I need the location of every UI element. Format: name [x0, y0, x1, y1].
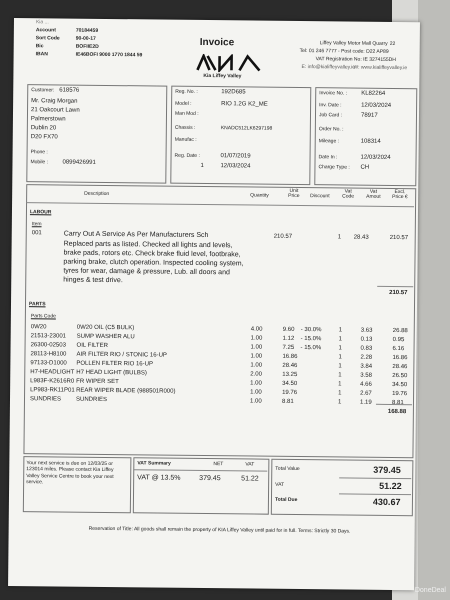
col-vat-amount: Vat Amout — [366, 188, 381, 200]
part-excl-price: 6.16 — [392, 345, 405, 353]
kia-logo — [195, 54, 269, 78]
customer-address-4: D20 FX70 — [30, 134, 58, 141]
invoice-datein: 12/03/2024 — [360, 154, 391, 161]
labour-subtotal: 210.57 — [389, 289, 408, 297]
customer-label: Customer: — [31, 87, 55, 94]
customer-mobile-label: Mobile : — [30, 159, 49, 166]
vehicle-manmod-label: Man Mod : — [174, 110, 199, 117]
customer-address-3: Dublin 20 — [30, 125, 57, 132]
part-description: SUNDRIES — [75, 396, 108, 403]
part-quantity: 1.00 — [250, 389, 262, 396]
vat-summary-title: VAT Summary — [137, 460, 171, 467]
customer-address-2: Palmerstown — [30, 116, 66, 123]
col-unit-price: Unit Price — [288, 187, 300, 199]
part-description: SUMP WASHER ALU — [76, 333, 135, 341]
company-vat-reg: VAT Registration No: IE 3274155DH — [315, 56, 396, 64]
bank-iban-value: IE46BOFI 9000 1770 1844 59 — [75, 51, 143, 59]
company-email: E: info@kialiffeyvalley.ie — [301, 64, 356, 71]
part-quantity: 1.00 — [250, 353, 263, 360]
part-excl-price: 16.86 — [392, 354, 408, 362]
invoice-job-label: Job Card : — [318, 112, 343, 119]
customer-mobile: 0899426991 — [62, 159, 96, 166]
total-due: 430.67 — [372, 496, 401, 508]
items-table — [23, 184, 416, 458]
company-tel: Tel: 01 246 7777 - Post code: D22 AP89 — [299, 47, 389, 55]
background-paper-stack-edge — [418, 0, 450, 600]
part-discount: - 15.0% — [300, 336, 322, 343]
part-quantity: 4.00 — [250, 326, 263, 333]
parts-heading: PARTS — [28, 301, 46, 308]
part-vat: 0.83 — [360, 345, 373, 352]
part-excl-price: 26.50 — [392, 372, 408, 380]
col-discount: Discount — [310, 193, 330, 200]
part-description: 0W20 OIL (C5 BULK) — [76, 324, 135, 332]
bank-account-value: 70184459 — [75, 27, 99, 34]
col-quantity: Quantity — [250, 192, 269, 199]
labour-note-1: Replaced parts as listed. Checked all lights and levels, — [63, 240, 233, 250]
vat-summary-row-label: VAT @ 13.5% — [137, 474, 181, 482]
part-vat-code: 1 — [338, 372, 342, 379]
invoice-date: 12/03/2024 — [361, 102, 392, 109]
kia-logo-subtitle: Kia Liffey Valley — [203, 72, 242, 80]
part-quantity: 1.00 — [250, 362, 263, 369]
parts-subtotal: 168.88 — [387, 408, 407, 416]
part-discount: - 15.0% — [300, 345, 322, 352]
footer-terms: Reservation of Title: All goods shall remain the property of KIA Liffey Valley until paid for in full. Terms: Strictly 30 Days. — [88, 525, 351, 535]
part-vat-code: 1 — [338, 354, 342, 361]
vat-summary-net: 379.45 — [199, 474, 221, 483]
invoice-title: Invoice — [199, 36, 235, 49]
part-vat: 2.67 — [360, 390, 372, 397]
part-code: LP983-RK11P01 — [30, 387, 75, 394]
part-description: H7 HEAD LIGHT (BULBS) — [76, 369, 147, 377]
part-vat-code: 1 — [338, 363, 342, 370]
watermark: DoneDeal — [414, 587, 446, 594]
part-description: FR WIPER SET — [76, 378, 119, 386]
part-unit-price: 34.50 — [282, 380, 298, 387]
bank-bic-label: Bic — [35, 43, 44, 50]
bank-account-label: Account — [35, 27, 56, 34]
kia-logo-icon — [195, 54, 269, 73]
labour-note-3: parking brake, clutch operation. Inspected cooling system, — [63, 258, 244, 268]
vat-summary-vat: 51.22 — [241, 475, 259, 483]
part-description: REAR WIPER BLADE (988501R000) — [76, 387, 176, 395]
labour-vat: 28.43 — [353, 234, 369, 241]
vehicle-chassis: KNADC512LK6297198 — [220, 125, 273, 132]
invoice-page — [8, 18, 420, 590]
part-vat-code: 1 — [338, 381, 342, 388]
vat-summary-vat-label: VAT — [245, 461, 255, 468]
bank-bic-value: BOFIIE2D — [75, 43, 99, 50]
labour-note-5: hinges & test drive. — [63, 276, 123, 285]
part-code: 28113-H8100 — [30, 351, 67, 358]
part-quantity: 1.00 — [250, 335, 263, 342]
part-unit-price: 16.86 — [282, 353, 298, 360]
total-vat: 51.22 — [379, 480, 402, 492]
invoice-no-label: Invoice No. : — [319, 90, 348, 97]
vehicle-reg-label: Reg. No. : — [175, 88, 198, 95]
total-value-label: Total Value — [275, 465, 300, 473]
vehicle-manufac-label: Manufac : — [174, 136, 197, 143]
part-unit-price: 8.81 — [281, 398, 294, 405]
labour-item: 001 — [31, 230, 42, 237]
vehicle-model: RIO 1.2G K2_ME — [221, 101, 268, 108]
part-code: 26300-02503 — [30, 342, 66, 349]
invoice-order-label: Order No. : — [318, 126, 344, 133]
part-excl-price: 28.46 — [392, 363, 408, 371]
vehicle-chassis-label: Chassis : — [174, 124, 196, 131]
invoice-mileage-label: Mileage : — [318, 138, 340, 145]
col-description: Description — [84, 190, 110, 198]
part-description: POLLEN FILTER RIO 16-UP — [76, 360, 153, 368]
part-vat-code: 1 — [338, 336, 343, 343]
part-vat: 1.19 — [359, 399, 372, 406]
labour-heading: LABOUR — [29, 209, 52, 216]
part-excl-price: 19.76 — [392, 390, 408, 398]
customer-phone-label: Phone : — [30, 149, 48, 156]
vehicle-col2: 12/03/2024 — [220, 163, 251, 170]
company-web: W: www.kialiffeyvalley.ie — [353, 64, 408, 72]
vehicle-col1: 1 — [200, 162, 204, 169]
part-vat-code: 1 — [338, 390, 342, 397]
part-vat: 4.66 — [360, 381, 372, 388]
labour-note-2: brake pads, rotors etc. Check brake fluid level, footbrake, — [63, 249, 241, 259]
part-unit-price: 13.25 — [282, 371, 298, 378]
bank-sort-value: 90-00-17 — [75, 35, 96, 42]
service-notice: Your next service is due on 12/03/25 or 123014 miles. Please contact Kia Liffey Valley Service Centre to book your next service. — [26, 460, 114, 486]
labour-vat-code: 1 — [337, 234, 342, 241]
part-code: SUNDRIES — [29, 396, 62, 403]
part-unit-price: 28.46 — [282, 362, 298, 369]
part-excl-price: 26.88 — [392, 327, 408, 335]
part-vat: 3.58 — [360, 372, 372, 379]
parts-code-label: Parts Code — [30, 313, 56, 320]
col-vat-code: Vat Code — [342, 188, 355, 200]
part-vat-code: 1 — [337, 399, 342, 406]
part-vat: 3.84 — [360, 363, 373, 370]
part-quantity: 2.00 — [250, 371, 262, 378]
vehicle-regdate-label: Reg. Date : — [174, 152, 200, 159]
part-quantity: 1.00 — [250, 344, 263, 351]
bank-header: Kia ... — [35, 19, 49, 26]
total-vat-label: VAT — [275, 481, 285, 488]
labour-price: 210.57 — [273, 233, 293, 240]
vat-summary-net-label: NET — [213, 461, 224, 468]
part-quantity: 1.00 — [249, 398, 262, 405]
customer-name: Mr. Craig Morgan — [31, 98, 78, 105]
part-vat: 0.13 — [360, 336, 373, 343]
labour-excl: 210.57 — [389, 234, 409, 242]
part-code: 21513-23001 — [30, 333, 67, 340]
vehicle-regdate: 01/07/2019 — [220, 153, 251, 160]
total-due-label: Total Due — [274, 496, 298, 503]
company-name: Liffey Valley Motor Mall Quarry — [319, 40, 388, 47]
vehicle-model-label: Model : — [175, 100, 192, 107]
invoice-charge-label: Charge Type : — [318, 164, 350, 171]
invoice-mileage: 108314 — [360, 138, 381, 145]
invoice-date-label: Inv. Date : — [319, 102, 342, 109]
invoice-job: 78917 — [360, 112, 378, 119]
labour-description: Carry Out A Service As Per Manufacturers Sch — [63, 230, 209, 240]
labour-note-4: tyres for wear, damage & pressure, Lub. all doors and — [63, 267, 230, 277]
part-code: 97133-D1000 — [30, 360, 67, 367]
invoice-charge: CH — [360, 164, 370, 171]
bank-sort-label: Sort Code — [35, 35, 60, 42]
part-unit-price: 9.60 — [282, 326, 295, 333]
part-vat: 3.63 — [360, 327, 373, 334]
vehicle-reg: 192D685 — [221, 89, 246, 96]
part-discount: - 30.0% — [300, 327, 322, 334]
part-vat-code: 1 — [338, 345, 342, 352]
part-excl-price: 8.81 — [391, 399, 404, 407]
total-value: 379.45 — [373, 464, 401, 476]
col-excl-price: Excl. Price € — [392, 188, 408, 201]
part-quantity: 1.00 — [250, 380, 262, 387]
part-code: H7-HEADLIGHT — [30, 369, 75, 376]
part-excl-price: 34.50 — [392, 381, 408, 389]
part-description: AIR FILTER RIO / STONIC 16-UP — [76, 351, 167, 359]
company-name-end: 22 — [389, 40, 396, 47]
labour-item-label: Item — [31, 221, 42, 228]
customer-number: 618576 — [59, 87, 80, 94]
part-description: OIL FILTER — [76, 342, 108, 350]
part-unit-price: 19.76 — [282, 389, 298, 396]
part-vat-code: 1 — [338, 327, 343, 334]
part-excl-price: 0.95 — [392, 336, 405, 344]
customer-address-1: 21 Oakcourt Lawn — [31, 107, 80, 114]
bank-iban-label: IBAN — [35, 51, 48, 58]
part-code: 0W20 — [30, 324, 47, 331]
invoice-no: KL82264 — [361, 90, 386, 97]
invoice-datein-label: Date In : — [318, 154, 338, 161]
part-unit-price: 7.25 — [282, 344, 295, 351]
part-code: L983F-K2616R0 — [30, 378, 75, 385]
part-vat: 2.28 — [360, 354, 373, 361]
part-unit-price: 1.12 — [282, 335, 295, 342]
